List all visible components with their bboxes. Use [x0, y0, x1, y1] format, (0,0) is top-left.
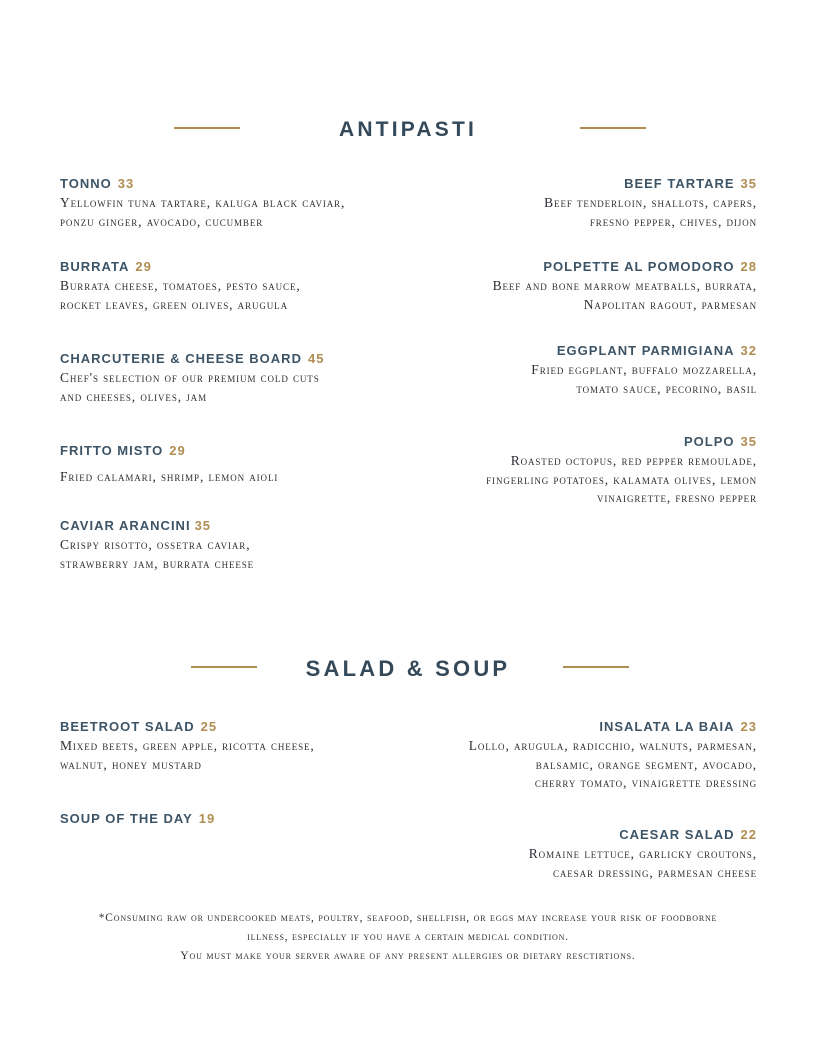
menu-item-eggplant-parmigiana: [397, 342, 757, 398]
menu-item-beef-tartare: [397, 175, 757, 231]
item-price: 33: [117, 176, 135, 191]
item-price: 35: [740, 434, 757, 449]
allergy-disclaimer: *Consuming raw or undercooked meats, poultry, seafood, shellfish, or eggs may increase your risk of foodborne illness, especially if you have a certain medical condition. You must make your server aware of any present allergies or dietary resctirtions.: [98, 912, 718, 962]
item-name: CAESAR SALAD 22: [619, 827, 757, 842]
menu-item-soup-of-the-day: [60, 810, 420, 828]
section-title-salad-soup: SALAD & SOUP: [305, 656, 511, 681]
item-price: 45: [307, 351, 325, 366]
menu-item-caviar-arancini: [60, 517, 420, 573]
item-description: Beef tenderloin, shallots, capers, fresno pepper, chives, dijon: [544, 195, 757, 229]
item-price: 22: [740, 827, 757, 842]
item-description: Lollo, arugula, radicchio, walnuts, parmesan, balsamic, orange segment, avocado, cherry tomato, vinaigrette dressing: [468, 738, 757, 790]
item-price: 35: [194, 518, 212, 533]
item-description: Burrata cheese, tomatoes, pesto sauce, rocket leaves, green olives, arugula: [60, 278, 301, 312]
item-price: 28: [740, 259, 757, 274]
item-description: Chef's selection of our premium cold cuts and cheeses, olives, jam: [60, 370, 320, 404]
item-price: 35: [740, 176, 757, 191]
item-description: Beef and bone marrow meatballs, burrata, Napolitan ragout, parmesan: [492, 278, 757, 312]
item-name: POLPETTE AL POMODORO 28: [543, 259, 757, 274]
item-name: INSALATA LA BAIA 23: [599, 719, 757, 734]
menu-item-tonno: [60, 175, 420, 231]
decorative-rule-right: [580, 127, 646, 129]
item-name: CAVIAR ARANCINI 35: [60, 518, 212, 533]
menu-item-insalata-la-baia: [357, 718, 757, 793]
item-name: FRITTO MISTO 29: [60, 443, 186, 458]
menu-item-polpette: [397, 258, 757, 314]
item-price: 29: [135, 259, 152, 274]
item-description: Romaine lettuce, garlicky croutons, caesar dressing, parmesan cheese: [528, 846, 757, 880]
item-description: Mixed beets, green apple, ricotta cheese, walnut, honey mustard: [60, 738, 315, 772]
menu-item-charcuterie: [60, 350, 420, 406]
menu-item-burrata: [60, 258, 420, 314]
item-name: BEEF TARTARE 35: [624, 176, 757, 191]
item-name: BEETROOT SALAD 25: [60, 719, 218, 734]
item-description: Fried calamari, shrimp, lemon aioli: [60, 469, 279, 484]
item-description: Crispy risotto, ossetra caviar, strawberry jam, burrata cheese: [60, 537, 255, 571]
item-price: 32: [740, 343, 757, 358]
menu-item-polpo: [397, 433, 757, 508]
menu-item-fritto-misto: [60, 442, 420, 487]
item-price: 23: [740, 719, 757, 734]
item-price: 29: [169, 443, 186, 458]
item-description: Fried eggplant, buffalo mozzarella, tomato sauce, pecorino, basil: [531, 362, 757, 396]
item-description: Roasted octopus, red pepper remoulade, fingerling potatoes, kalamata olives, lemon vinaigrette, fresno pepper: [486, 453, 757, 505]
item-name: POLPO 35: [684, 434, 757, 449]
item-name: BURRATA 29: [60, 259, 152, 274]
item-name: SOUP OF THE DAY 19: [60, 811, 216, 826]
decorative-rule-right: [563, 666, 629, 668]
section-title-antipasti: ANTIPASTI: [338, 118, 478, 141]
menu-item-caesar-salad: [397, 826, 757, 882]
item-name: EGGPLANT PARMIGIANA 32: [556, 343, 757, 358]
item-name: CHARCUTERIE & CHEESE BOARD 45: [60, 351, 325, 366]
item-price: 25: [200, 719, 218, 734]
item-price: 19: [198, 811, 216, 826]
item-description: Yellowfin tuna tartare, kaluga black caviar, ponzu ginger, avocado, cucumber: [60, 195, 346, 229]
item-name: TONNO 33: [60, 176, 135, 191]
